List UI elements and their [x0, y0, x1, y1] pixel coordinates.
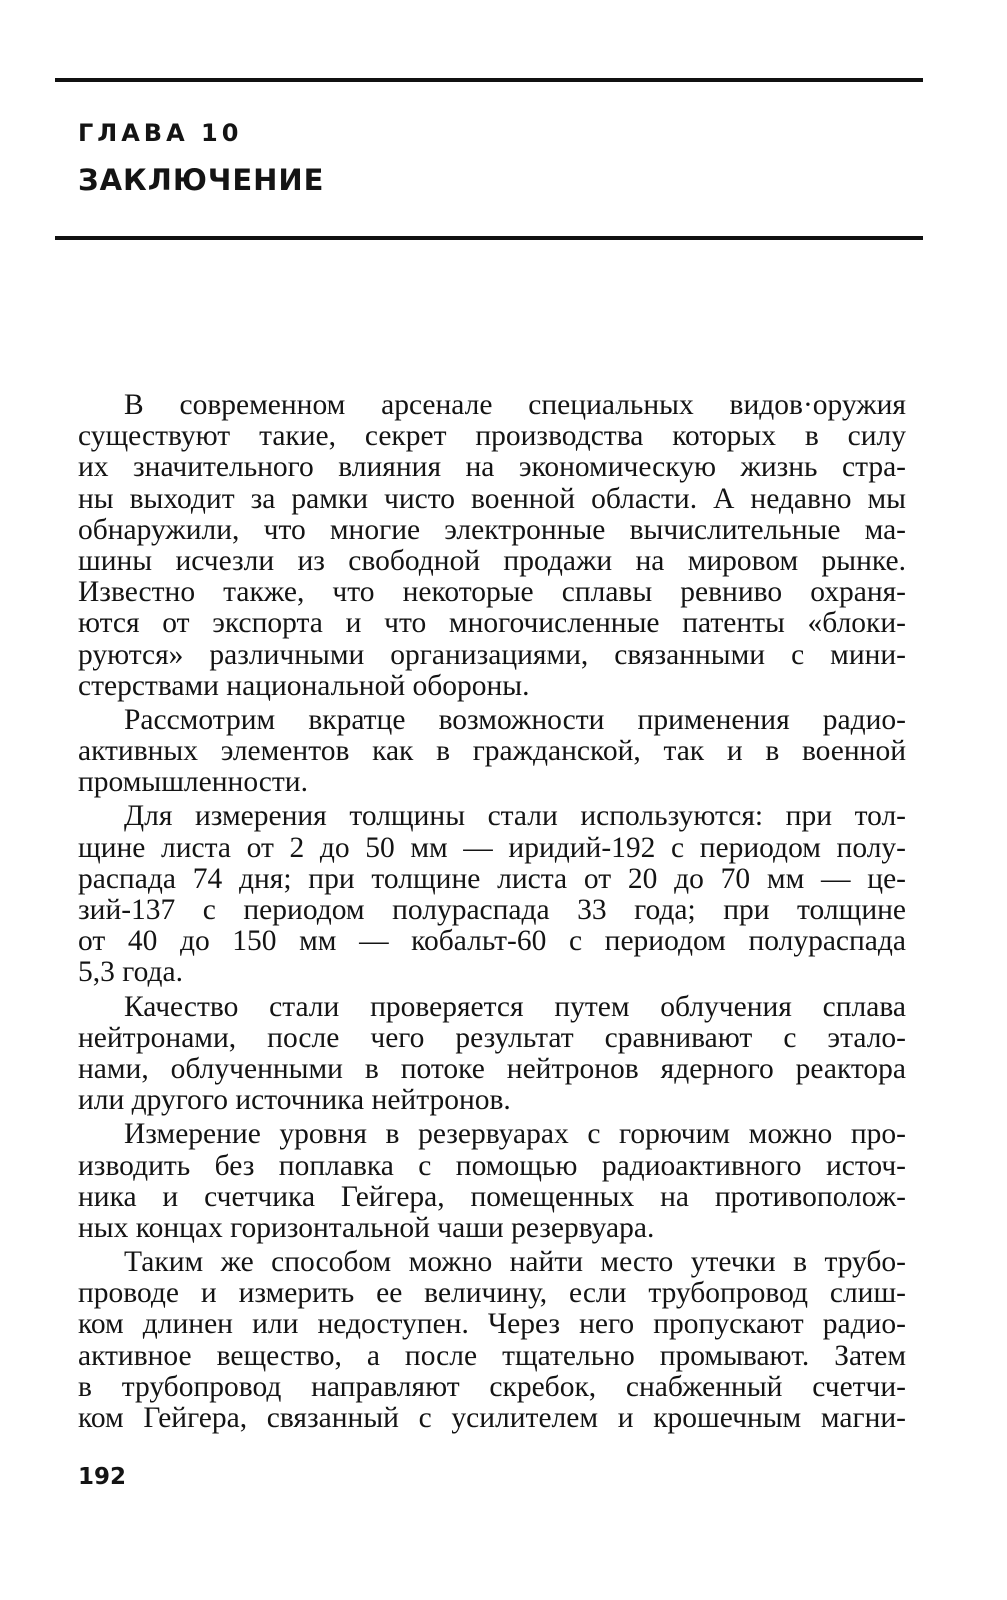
text-line: нами, облученными в потоке нейтронов ядерного реактора — [78, 1053, 906, 1085]
chapter-title: ЗАКЛЮЧЕНИЕ — [78, 163, 325, 197]
text-line: Рассмотрим вкратце возможности применения радио- — [124, 704, 906, 736]
text-line: нейтронами, после чего результат сравнивают с этало- — [78, 1022, 906, 1054]
text-line: от 40 до 150 мм — кобальт-60 с периодом полураспада — [78, 926, 906, 958]
text-line: Измерение уровня в резервуарах с горючим можно про- — [124, 1119, 906, 1151]
text-line: Известно также, что некоторые сплавы ревниво охраня- — [78, 577, 906, 609]
text-line: шины исчезли из свободной продажи на мировом рынке. — [78, 545, 906, 577]
text-line: Для измерения толщины стали используются: при тол- — [124, 801, 906, 833]
body-text — [78, 390, 906, 1434]
text-line: стерствами национальной обороны. — [78, 670, 530, 702]
text-line: существуют такие, секрет производства которых в силу — [78, 421, 906, 453]
text-line: зий-137 с периодом полураспада 33 года; при толщине — [78, 895, 906, 926]
text-line: 5,3 года. — [78, 957, 183, 989]
text-line: Качество стали проверяется путем облучения сплава — [124, 991, 906, 1023]
text-line: ны выходит за рамки чисто военной области. А недавно мы — [78, 483, 906, 515]
text-line: активное вещество, а после тщательно промывают. Затем — [78, 1340, 906, 1372]
text-line: или другого источника нейтронов. — [78, 1085, 511, 1117]
bottom-rule — [55, 236, 923, 240]
text-line: щине листа от 2 до 50 мм — иридий-192 с периодом полу- — [78, 832, 906, 864]
top-rule — [55, 78, 923, 82]
text-line: руются» различными организациями, связанными с мини- — [78, 639, 906, 671]
text-line: ком Гейгера, связанный с усилителем и крошечным магни- — [78, 1403, 906, 1434]
text-line: распада 74 дня; при толщине листа от 20 до 70 мм — це- — [78, 863, 906, 895]
text-line: проводе и измерить ее величину, если трубопровод слиш- — [78, 1278, 906, 1310]
chapter-label: ГЛАВА 10 — [78, 119, 243, 147]
text-line: активных элементов как в гражданской, так и в военной — [78, 736, 906, 768]
text-line: Таким же способом можно найти место утечки в трубо- — [124, 1247, 906, 1279]
text-line: обнаружили, что многие электронные вычислительные ма- — [78, 514, 906, 546]
text-line: ются от экспорта и что многочисленные патенты «блоки- — [78, 608, 906, 640]
text-line: промышленности. — [78, 767, 308, 799]
text-line: В современном арсенале специальных видов·оружия — [124, 390, 906, 421]
text-line: их значительного влияния на экономическую жизнь стра- — [78, 452, 906, 484]
text-line: изводить без поплавка с помощью радиоактивного источ- — [78, 1150, 906, 1182]
page-number: 192 — [78, 1464, 127, 1490]
text-line: в трубопровод направляют скребок, снабженный счетчи- — [78, 1371, 906, 1403]
text-line: ных концах горизонтальной чаши резервуара. — [78, 1212, 655, 1244]
text-line: ком длинен или недоступен. Через него пропускают радио- — [78, 1309, 906, 1341]
text-line: ника и счетчика Гейгера, помещенных на противополож- — [78, 1181, 906, 1213]
